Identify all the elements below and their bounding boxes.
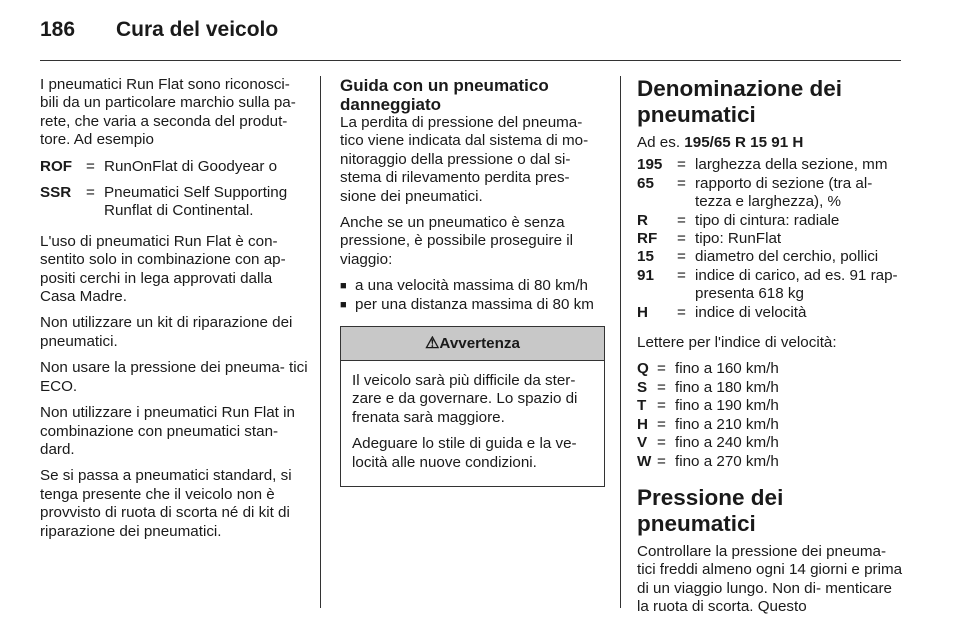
warning-paragraph: Adeguare lo stile di guida e la ve- locità alle nuove condizioni. (352, 435, 577, 471)
speed-index-list (637, 360, 907, 470)
header-rule (40, 60, 901, 61)
equals-sign: = (657, 378, 666, 396)
paragraph: La perdita di pressione del pneuma- tico viene indicata dal sistema di mo- nitoraggio della pressione o dal si- stema di rilevamento perdita pres- sione dei pneumatici. (340, 114, 589, 205)
code-term: 91 (637, 266, 654, 284)
intro-paragraph: I pneumatici Run Flat sono riconosci- bili da un particolare marchio sulla pa- rete, che varia a seconda del produt- tore. Ad esempio (40, 76, 296, 149)
page-header (40, 18, 278, 46)
equals-sign: = (677, 266, 686, 284)
list-item: ■ per una distanza massima di 80 km (340, 295, 594, 313)
page-number: 186 (40, 18, 76, 41)
equals-sign: = (677, 248, 686, 266)
paragraph: Non usare la pressione dei pneuma- tici ECO. (40, 359, 308, 395)
equals-sign: = (657, 360, 666, 378)
column-damaged-tyre (340, 76, 605, 487)
list-item: ■ a una velocità massima di 80 km/h (340, 277, 588, 295)
paragraph: Non utilizzare i pneumatici Run Flat in combinazione con pneumatici stan- dard. (40, 404, 295, 458)
speed-description: fino a 270 km/h (675, 452, 779, 470)
code-row (637, 175, 907, 212)
section-heading: Denominazione dei pneumatici (637, 76, 843, 127)
speed-letter: W (637, 452, 652, 470)
speed-description: fino a 190 km/h (675, 397, 779, 415)
page-title: Cura del veicolo (116, 18, 279, 41)
code-term: 65 (637, 174, 654, 192)
column-run-flat (40, 76, 310, 549)
code-list (637, 156, 907, 322)
example-line (637, 134, 907, 152)
paragraph: Controllare la pressione dei pneuma- tici freddi almeno ogni 14 giorni e prima di un viaggio lungo. Non di- menticare la ruota di scorta. Questo (637, 542, 903, 616)
code-description: indice di carico, ad es. 91 rap- presenta 618 kg (695, 266, 898, 303)
speed-letter: T (637, 397, 647, 415)
brand-list (40, 158, 310, 221)
example-code: 195/65 R 15 91 H (684, 134, 804, 151)
bullet-icon: ■ (340, 280, 347, 293)
equals-sign: = (86, 157, 95, 175)
paragraph: Se si passa a pneumatici standard, si tenga presente che il veicolo non è provvisto di ruota di scorta né di kit di riparazione dei pneumatici. (40, 467, 292, 540)
paragraph: Anche se un pneumatico è senza pressione, è possibile proseguire il viaggio: (340, 214, 574, 268)
warning-header (341, 327, 604, 361)
brand-description: Pneumatici Self Supporting Runflat di Continental. (104, 184, 288, 220)
code-row (637, 212, 907, 230)
column-tyre-designation (637, 76, 907, 625)
section-heading: Pressione dei pneumatici (637, 484, 784, 536)
equals-sign: = (657, 397, 666, 415)
brand-row (40, 184, 310, 221)
code-term: H (637, 303, 648, 321)
equals-sign: = (86, 184, 95, 202)
code-row (637, 267, 907, 304)
speed-row (637, 397, 907, 415)
brand-row (40, 158, 310, 176)
speed-description: fino a 210 km/h (675, 415, 779, 433)
equals-sign: = (677, 174, 686, 192)
code-term: RF (637, 230, 658, 248)
speed-description: fino a 160 km/h (675, 360, 779, 378)
equals-sign: = (677, 156, 686, 174)
code-description: larghezza della sezione, mm (695, 156, 888, 174)
warning-paragraph: Il veicolo sarà più difficile da ster- zare e da governare. Lo spazio di frenata sarà maggiore. (352, 372, 578, 426)
code-row (637, 156, 907, 174)
code-row (637, 304, 907, 322)
speed-row (637, 416, 907, 434)
speed-description: fino a 180 km/h (675, 378, 779, 396)
equals-sign: = (657, 434, 666, 452)
example-prefix: Ad es. (637, 134, 681, 151)
code-term: 15 (637, 248, 654, 266)
section-heading: Guida con un pneumatico danneggiato (340, 76, 549, 114)
bullet-icon: ■ (340, 298, 347, 311)
warning-box (340, 326, 605, 487)
code-description: diametro del cerchio, pollici (695, 248, 879, 266)
code-row (637, 230, 907, 248)
warning-title: Avvertenza (439, 335, 520, 353)
code-description: tipo: RunFlat (695, 230, 782, 248)
speed-row (637, 379, 907, 397)
paragraph: L'uso di pneumatici Run Flat è con- sentito solo in combinazione con ap- positi cerchi in lega approvati dalla Casa Madre. (40, 232, 286, 306)
equals-sign: = (677, 230, 686, 248)
brand-description: RunOnFlat di Goodyear o (104, 157, 278, 175)
paragraph: Non utilizzare un kit di riparazione dei pneumatici. (40, 314, 293, 350)
speed-letter: V (637, 434, 648, 452)
equals-sign: = (677, 303, 686, 321)
column-divider (620, 76, 621, 608)
equals-sign: = (657, 452, 666, 470)
warning-body (341, 361, 604, 486)
brand-term: SSR (40, 184, 72, 202)
speed-row (637, 453, 907, 471)
speed-description: fino a 240 km/h (675, 434, 779, 452)
speed-row (637, 360, 907, 378)
code-term: R (637, 211, 648, 229)
equals-sign: = (677, 211, 686, 229)
code-description: indice di velocità (695, 303, 807, 321)
equals-sign: = (657, 415, 666, 433)
column-divider (320, 76, 321, 608)
speed-letter: Q (637, 360, 649, 378)
code-description: rapporto di sezione (tra al- tezza e larghezza), % (695, 174, 873, 211)
letters-intro: Lettere per l'indice di velocità: (637, 334, 837, 352)
speed-row (637, 434, 907, 452)
code-description: tipo di cintura: radiale (695, 211, 840, 229)
speed-letter: H (637, 415, 648, 433)
warning-icon: ⚠ (425, 335, 440, 353)
code-row (637, 248, 907, 266)
speed-letter: S (637, 378, 648, 396)
code-term: 195 (637, 156, 663, 174)
bullet-list (340, 277, 605, 314)
brand-term: ROF (40, 157, 73, 175)
